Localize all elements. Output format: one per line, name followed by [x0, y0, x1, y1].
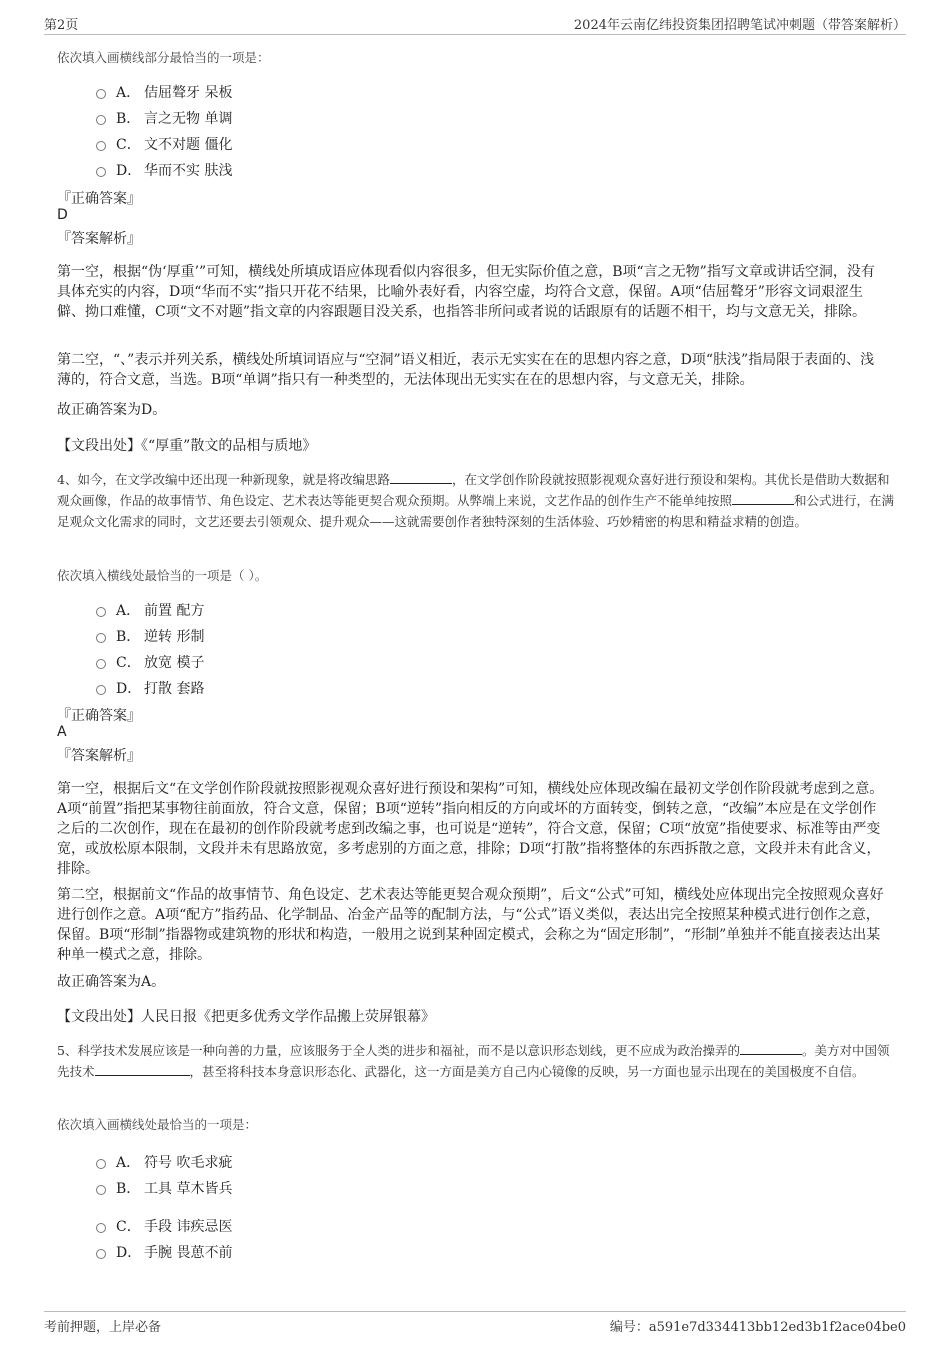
q5-option-d[interactable]: D． 手腕 畏葸不前	[96, 1240, 232, 1264]
q3-explanation-2: 第二空，“、”表示并列关系，横线处所填词语应与“空洞”语义相近，表示无实实在在的思想内容之意，D项“肤浅”指局限于表面的、浅薄的，符合文意，当选。B项“单调”指只有一种类型的，无法体现出无实实在在的思想内容，与文意无关，排除。	[57, 352, 875, 388]
page-number: 第2页	[44, 18, 79, 33]
q4-prompt: 依次填入横线处最恰当的一项是（ ）。	[57, 568, 268, 583]
q3-explanation-1: 第一空，根据“伪‘厚重’”可知，横线处所填成语应体现看似内容很多，但无实际价值之意，B项“言之无物”指写文章或讲话空洞，没有具体充实的内容，D项“华而不实”指只开花不结果，比喻外表好看，内容空虚，均符合文意，保留。A项“佶屈聱牙”形容文词艰涩生僻、拗口难懂，C项“文不对题”指文章的内容跟题目没关系，也指答非所问或者说的话跟原有的话题不相干，均与文意无关，排除。	[57, 264, 875, 320]
q3-options	[96, 80, 232, 182]
q4-source: 【文段出处】人民日报《把更多优秀文学作品搬上荧屏银幕》	[57, 1009, 435, 1025]
radio-icon[interactable]	[96, 89, 106, 99]
q4-option-a[interactable]: A． 前置 配方	[96, 598, 204, 622]
page-header	[44, 12, 906, 35]
radio-icon[interactable]	[96, 659, 106, 669]
radio-icon[interactable]	[96, 1249, 106, 1259]
q5-options-bottom	[96, 1214, 232, 1264]
q3-option-c[interactable]: C． 文不对题 僵化	[96, 132, 232, 156]
radio-icon[interactable]	[96, 1185, 106, 1195]
q3-option-a[interactable]: A． 佶屈聱牙 呆板	[96, 80, 232, 104]
radio-icon[interactable]	[96, 1223, 106, 1233]
q3-source: 【文段出处】《“厚重”散文的品相与质地》	[57, 438, 317, 454]
radio-icon[interactable]	[96, 167, 106, 177]
q5-options-top	[96, 1150, 232, 1200]
radio-icon[interactable]	[96, 1159, 106, 1169]
q4-answer: A	[57, 724, 67, 740]
q3-explanation-3: 故正确答案为D。	[57, 402, 167, 418]
document-code: 编号：a591e7d334413bb12ed3b1f2ace04be0	[609, 1320, 906, 1335]
blank-line	[390, 471, 452, 484]
q5-option-c[interactable]: C． 手段 讳疾忌医	[96, 1214, 232, 1238]
footer-slogan: 考前押题，上岸必备	[44, 1320, 162, 1335]
radio-icon[interactable]	[96, 633, 106, 643]
blank-line	[740, 1042, 802, 1055]
q4-stem: 4、如今，在文学改编中还出现一种新现象，就是将改编思路 ，在文学创作阶段就按照影视观众喜好进行预设和架构。其优长是借助大数据和观众画像，作品的故事情节、角色设定、艺术表达等能更契合观众预期。从弊端上来说，文艺作品的创作生产不能单纯按照 和公式进行，在满足观众文化需求的同时，文艺还要去引领观众、提升观众——这就需要创作者独特深刻的生活体验、巧妙精密的构思和精益求精的创造。	[57, 472, 895, 529]
radio-icon[interactable]	[96, 141, 106, 151]
document-title: 2024年云南亿纬投资集团招聘笔试冲刺题（带答案解析）	[573, 18, 906, 33]
radio-icon[interactable]	[96, 115, 106, 125]
blank-line	[732, 492, 794, 505]
q3-answer: D	[57, 207, 68, 223]
q3-option-d[interactable]: D． 华而不实 肤浅	[96, 158, 232, 182]
q3-prompt: 依次填入画横线部分最恰当的一项是：	[57, 50, 270, 65]
q5-stem: 5、科学技术发展应该是一种向善的力量，应该服务于全人类的进步和福祉，而不是以意识形态划线，更不应成为政治操弄的 。美方对中国领先技术 ，甚至将科技本身意识形态化、武器化，这一方面是美方自己内心镜像的反映，另一方面也显示出现在的美国极度不自信。	[57, 1043, 890, 1079]
q3-option-b[interactable]: B． 言之无物 单调	[96, 106, 232, 130]
blank-line	[95, 1063, 190, 1076]
q5-option-b[interactable]: B． 工具 草木皆兵	[96, 1176, 232, 1200]
q3-answer-label: 『正确答案』	[57, 191, 141, 207]
q5-option-a[interactable]: A． 符号 吹毛求疵	[96, 1150, 232, 1174]
q4-analysis-label: 『答案解析』	[57, 748, 141, 764]
q4-answer-label: 『正确答案』	[57, 708, 141, 724]
q4-option-c[interactable]: C． 放宽 模子	[96, 650, 204, 674]
q3-analysis-label: 『答案解析』	[57, 231, 141, 247]
radio-icon[interactable]	[96, 607, 106, 617]
q4-explanation-2: 第二空，根据前文“作品的故事情节、角色设定、艺术表达等能更契合观众预期”，后文“公式”可知，横线处应体现出完全按照观众喜好进行创作之意。A项“配方”指药品、化学制品、冶金产品等的配制方法，与“公式”语义类似，表达出完全按照某种模式进行创作之意，保留。B项“形制”指器物或建筑物的形状和构造，一般用之说到某种固定模式，会称之为“固定形制”，“形制”单独并不能直接表达出某种单一模式之意，排除。	[57, 887, 884, 963]
radio-icon[interactable]	[96, 685, 106, 695]
q5-prompt: 依次填入画横线处最恰当的一项是：	[57, 1117, 258, 1132]
q4-explanation-3: 故正确答案为A。	[57, 974, 166, 990]
q4-explanation-1: 第一空，根据后文“在文学创作阶段就按照影视观众喜好进行预设和架构”可知，横线处应体现改编在最初文学创作阶段就考虑到之意。A项“前置”指把某事物往前面放，符合文意，保留；B项“逆转”指向相反的方向或坏的方面转变，倒转之意，“改编”本应是在文学创作之后的二次创作，现在在最初的创作阶段就考虑到改编之事，也可说是“逆转”，符合文意，保留；C项“放宽”指使要求、标准等由严变宽，或放松原本限制，文段并未有思路放宽，多考虑别的方面之意，排除；D项“打散”指将整体的东西拆散之意，文段并未有此含义，排除。	[57, 781, 884, 877]
q4-option-b[interactable]: B． 逆转 形制	[96, 624, 204, 648]
q4-options	[96, 598, 204, 700]
q4-option-d[interactable]: D． 打散 套路	[96, 676, 204, 700]
page-footer	[44, 1311, 906, 1336]
